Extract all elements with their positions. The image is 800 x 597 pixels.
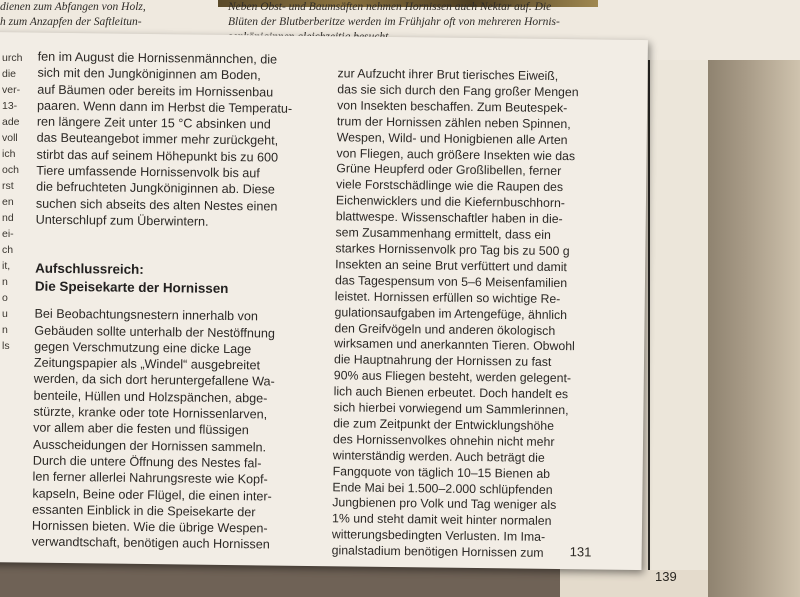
margin-fragment: och: [2, 164, 19, 176]
margin-fragment: urch: [2, 52, 23, 64]
text-line: Ausscheidungen der Hornissen sammeln.: [32, 437, 267, 455]
margin-fragment: ei-: [2, 228, 14, 240]
underlying-page-number: 139: [655, 569, 677, 584]
text-line: Grüne Heupferd oder Großlibellen, ferner: [336, 161, 562, 179]
text-line: von Fliegen, auch größere Insekten wie das: [336, 145, 576, 163]
margin-fragment: n: [2, 324, 8, 336]
text-line: wirksamen und anerkannten Tieren. Obwohl: [334, 336, 575, 354]
left-body-paragraph: [32, 306, 305, 554]
text-line: suchen sich abseits des alten Nestes einen: [35, 196, 278, 214]
text-line: Fangquote von täglich 10–15 Bienen ab: [332, 463, 551, 481]
text-line: die Hauptnahrung der Hornissen zu fast: [333, 352, 552, 370]
margin-fragment: n: [2, 276, 8, 288]
text-line: das Tagespensum von 5–6 Meisenfamilien: [334, 273, 568, 290]
text-line: des Hornissenvolkes ohnehin nicht mehr: [332, 432, 555, 449]
page-number: 131: [569, 544, 592, 560]
caption-line: h zum Anzapfen der Saftleitun-: [0, 16, 142, 28]
text-line: das Beuteangebot immer mehr zurückgeht,: [36, 131, 279, 149]
caption-line: dienen zum Abfangen von Holz,: [0, 1, 146, 13]
text-line: Wespen, Wild- und Honigbienen alle Arten: [336, 129, 568, 147]
caption-line: Blüten der Blutberberitze werden im Frühjahr oft von mehreren Hornis-: [228, 16, 560, 28]
main-page: [0, 32, 648, 570]
text-line: winterständig werden. Auch beträgt die: [332, 448, 545, 465]
text-line: Tiere umfassende Hornissenvolk bis auf: [36, 163, 260, 181]
text-line: die zum Zeitpunkt der Entwicklungshöhe: [333, 416, 555, 433]
text-line: Jungbienen pro Volk und Tag weniger als: [332, 495, 557, 513]
text-line: auf Bäumen oder bereits im Hornissenbau: [37, 82, 274, 100]
text-line: benteile, Hüllen und Holzspänchen, abge-: [33, 388, 268, 406]
left-column: [32, 49, 308, 554]
right-column: [332, 66, 583, 562]
text-line: starkes Hornissenvolk pro Tag bis zu 500 g: [335, 241, 570, 259]
margin-fragment: ich: [2, 148, 16, 160]
text-line: len ferner allerlei Nahrungsreste wie Kopf-: [32, 469, 268, 487]
text-line: Hornissen bieten. Wie die übrige Wespen-: [31, 518, 268, 536]
book-edge: [708, 0, 800, 597]
text-line: Unterschlupf zum Überwintern.: [35, 212, 209, 229]
margin-fragment: en: [2, 196, 14, 208]
heading-line: Die Speisekarte der Hornissen: [34, 278, 229, 297]
text-line: sich hierbei vorwiegend um Sammlerinnen,: [333, 400, 569, 418]
text-line: ginalstadium benötigen Hornissen zum: [331, 543, 544, 561]
text-line: gulationsaufgaben im Artengefüge, ähnlich: [334, 304, 568, 322]
text-line: 90% aus Fliegen besteht, werden gelegent-: [333, 368, 572, 386]
text-line: die befruchteten Jungköniginnen ab. Diese: [36, 179, 275, 197]
heading-line: Aufschlussreich:: [35, 260, 144, 278]
text-line: trum der Hornissen zählen neben Spinnen,: [336, 114, 571, 131]
text-line: Zeitungspapier als „Windel“ ausgebreitet: [33, 355, 261, 373]
text-line: leistet. Hornissen erfüllen so wichtige Re-: [334, 288, 561, 306]
margin-fragment: u: [2, 308, 8, 320]
margin-fragment: o: [2, 292, 8, 304]
text-line: zur Aufzucht ihrer Brut tierisches Eiweiß,: [337, 66, 559, 83]
text-line: vor allem aber die festen und flüssigen: [33, 420, 249, 438]
section-heading: [35, 260, 305, 299]
margin-fragment: ver-: [2, 84, 21, 96]
margin-fragment: nd: [2, 212, 14, 224]
facing-page-margin-fragments: [2, 50, 26, 354]
text-line: witterungsbedingten Verlusten. Im Ima-: [331, 527, 546, 545]
text-line: das sie sich durch den Fang großer Mengen: [337, 82, 579, 100]
margin-fragment: voll: [2, 132, 18, 144]
margin-fragment: ls: [2, 340, 10, 352]
margin-fragment: ch: [2, 244, 14, 256]
text-line: Ende Mai bei 1.500–2.000 schlüpfenden: [332, 479, 553, 497]
text-line: lich auch Bienen erbeutet. Doch handelt es: [333, 384, 569, 402]
caption-line: Neben Obst- und Baumsäften nehmen Hornissen auch Nektar auf. Die: [228, 1, 552, 13]
text-line: stürzte, kranke oder tote Hornissenlarven,: [33, 404, 268, 422]
margin-fragment: rst: [2, 180, 14, 192]
underlying-illustration-strip: [648, 30, 710, 570]
text-line: sich mit den Jungköniginnen am Boden,: [37, 65, 261, 83]
text-line: viele Forstschädlinge wie die Raupen des: [336, 177, 564, 195]
margin-fragment: it,: [2, 260, 11, 272]
text-line: Insekten an seine Brut verfüttert und damit: [335, 257, 567, 274]
text-line: essanten Einblick in die Speisekarte der: [32, 502, 256, 520]
text-line: ren längere Zeit unter 15 °C absinken und: [36, 114, 271, 132]
text-line: blattwespe. Wissenschaftler haben in die-: [335, 209, 563, 227]
text-line: Durch die untere Öffnung des Nestes fal-: [32, 453, 262, 471]
text-line: werden, da sich dort heruntergefallene Wa-: [33, 372, 275, 390]
caption-left: [0, 0, 205, 30]
text-line: paaren. Wenn dann im Herbst die Temperatu-: [37, 98, 293, 116]
text-line: Bei Beobachtungsnestern innerhalb von: [34, 306, 258, 324]
text-line: sem Zusammenhang ermittelt, dass ein: [335, 225, 551, 242]
text-line: 1% und steht damit weit hinter normalen: [331, 511, 552, 529]
margin-fragment: 13-: [2, 100, 18, 112]
text-line: fen im August die Hornissenmännchen, die: [37, 49, 278, 67]
text-line: den Greifvögeln und anderen ökologisch: [334, 320, 556, 338]
left-intro-paragraph: [36, 49, 308, 232]
text-line: verwandtschaft, benötigen auch Hornissen: [31, 535, 270, 552]
margin-fragment: ade: [2, 116, 20, 128]
text-line: gegen Verschmutzung eine dicke Lage: [34, 339, 252, 357]
text-line: kapseln, Beine oder Flügel, die einen inter-: [32, 486, 272, 504]
text-line: stirbt das auf seinem Höhepunkt bis zu 600: [36, 147, 279, 165]
text-line: von Insekten beschaffen. Zum Beutespek-: [337, 98, 568, 115]
text-line: Eichenwicklers und die Kiefernbuschhorn-: [335, 193, 566, 211]
margin-fragment: die: [2, 68, 17, 80]
text-line: Gebäuden sollte unterhalb der Nestöffnung: [34, 323, 276, 341]
